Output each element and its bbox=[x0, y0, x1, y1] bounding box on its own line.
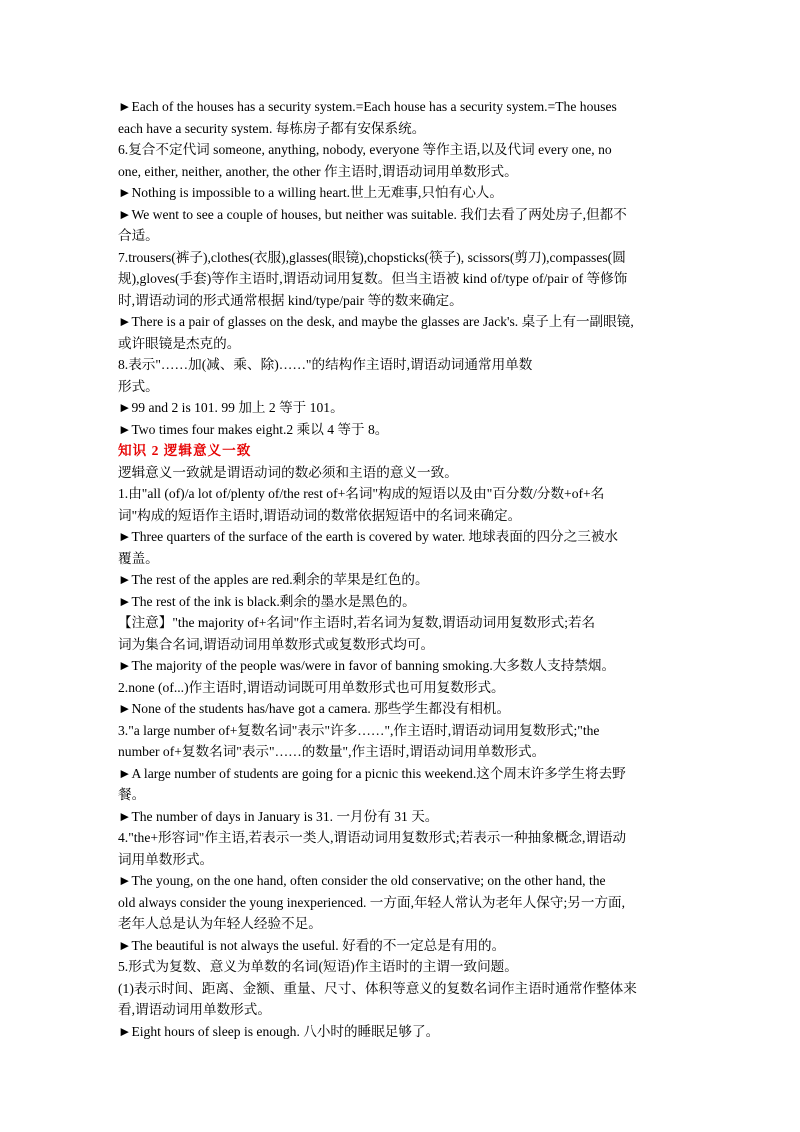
text-line: ►None of the students has/have got a camera. 那些学生都没有相机。 bbox=[118, 701, 511, 716]
text-line: ►Eight hours of sleep is enough. 八小时的睡眠足够了。 bbox=[118, 1023, 440, 1039]
text-line: 合适。 bbox=[118, 228, 159, 243]
text-line: ►The rest of the ink is black.剩余的墨水是黑色的。 bbox=[118, 593, 416, 609]
text-line: ►The number of days in January is 31. 一月份有 31 天。 bbox=[118, 808, 439, 824]
text-line: ►A large number of students are going for a picnic this weekend.这个周末许多学生将去野 bbox=[118, 765, 626, 781]
text-line: 6.复合不定代词 someone, anything, nobody, everyone 等作主语,以及代词 every one, no bbox=[118, 142, 612, 157]
section-heading: 知识 2 逻辑意义一致 bbox=[118, 443, 252, 458]
text-line: old always consider the young inexperienced. 一方面,年轻人常认为老年人保守;另一方面, bbox=[118, 894, 626, 910]
text-line: ►Each of the houses has a security system.=Each house has a security system.=The houses bbox=[118, 99, 617, 114]
text-line: ►Two times four makes eight.2 乘以 4 等于 8。 bbox=[118, 421, 389, 437]
text-line: ►There is a pair of glasses on the desk, and maybe the glasses are Jack's. 桌子上有一副眼镜, bbox=[118, 314, 634, 329]
text-line: 餐。 bbox=[118, 787, 146, 802]
text-line: 时,谓语动词的形式通常根据 kind/type/pair 等的数来确定。 bbox=[118, 292, 463, 308]
text-line: ►Nothing is impossible to a willing heart.世上无难事,只怕有心人。 bbox=[118, 185, 503, 200]
text-line: one, either, neither, another, the other 作主语时,谓语动词用单数形式。 bbox=[118, 163, 518, 179]
text-line: 覆盖。 bbox=[118, 550, 159, 566]
note-line: 【注意】"the majority of+名词"作主语时,若名词为复数,谓语动词用复数形式;若名 bbox=[118, 615, 596, 630]
text-line: 词用单数形式。 bbox=[118, 851, 214, 867]
text-line: ►The beautiful is not always the useful. 好看的不一定总是有用的。 bbox=[118, 937, 506, 953]
text-line: 8.表示"……加(减、乘、除)……"的结构作主语时,谓语动词通常用单数 bbox=[118, 357, 533, 372]
text-line: 词为集合名词,谓语动词用单数形式或复数形式均可。 bbox=[118, 636, 435, 652]
text-line: 词"构成的短语作主语时,谓语动词的数常依据短语中的名词来确定。 bbox=[118, 507, 522, 523]
text-line: 规),gloves(手套)等作主语时,谓语动词用复数。但当主语被 kind of/type of/pair of 等修饰 bbox=[118, 271, 628, 286]
text-line: (1)表示时间、距离、金额、重量、尺寸、体积等意义的复数名词作主语时通常作整体来 bbox=[118, 980, 637, 996]
text-line: ►Three quarters of the surface of the earth is covered by water. 地球表面的四分之三被水 bbox=[118, 529, 619, 544]
text-line: number of+复数名词"表示"……的数量",作主语时,谓语动词用单数形式。 bbox=[118, 744, 546, 759]
text-line: ►The young, on the one hand, often consider the old conservative; on the other hand, the bbox=[118, 873, 606, 888]
text-line: 3."a large number of+复数名词"表示"许多……",作主语时,谓语动词用复数形式;"the bbox=[118, 722, 600, 738]
text-line: 1.由"all (of)/a lot of/plenty of/the rest of+名词"构成的短语以及由"百分数/分数+of+名 bbox=[118, 486, 605, 501]
text-line: 5.形式为复数、意义为单数的名词(短语)作主语时的主谓一致问题。 bbox=[118, 959, 518, 974]
text-line: 2.none (of...)作主语时,谓语动词既可用单数形式也可用复数形式。 bbox=[118, 679, 505, 695]
text-line: 或许眼镜是杰克的。 bbox=[118, 335, 241, 351]
text-line: 看,谓语动词用单数形式。 bbox=[118, 1002, 271, 1017]
text-line: 7.trousers(裤子),clothes(衣服),glasses(眼镜),chopsticks(筷子), scissors(剪刀),compasses(圆 bbox=[118, 249, 626, 265]
text-line: each have a security system. 每栋房子都有安保系统。 bbox=[118, 120, 426, 136]
document-body bbox=[118, 96, 690, 1042]
text-line: ►We went to see a couple of houses, but neither was suitable. 我们去看了两处房子,但都不 bbox=[118, 206, 627, 222]
text-line: 4."the+形容词"作主语,若表示一类人,谓语动词用复数形式;若表示一种抽象概念,谓语动 bbox=[118, 830, 627, 845]
text-line: 老年人总是认为年轻人经验不足。 bbox=[118, 916, 322, 931]
text-line: 逻辑意义一致就是谓语动词的数必须和主语的意义一致。 bbox=[118, 464, 458, 480]
text-line: ►The majority of the people was/were in favor of banning smoking.大多数人支持禁烟。 bbox=[118, 658, 616, 673]
text-line: ►99 and 2 is 101. 99 加上 2 等于 101。 bbox=[118, 400, 344, 415]
text-line: 形式。 bbox=[118, 378, 159, 394]
text-line: ►The rest of the apples are red.剩余的苹果是红色的。 bbox=[118, 572, 429, 587]
